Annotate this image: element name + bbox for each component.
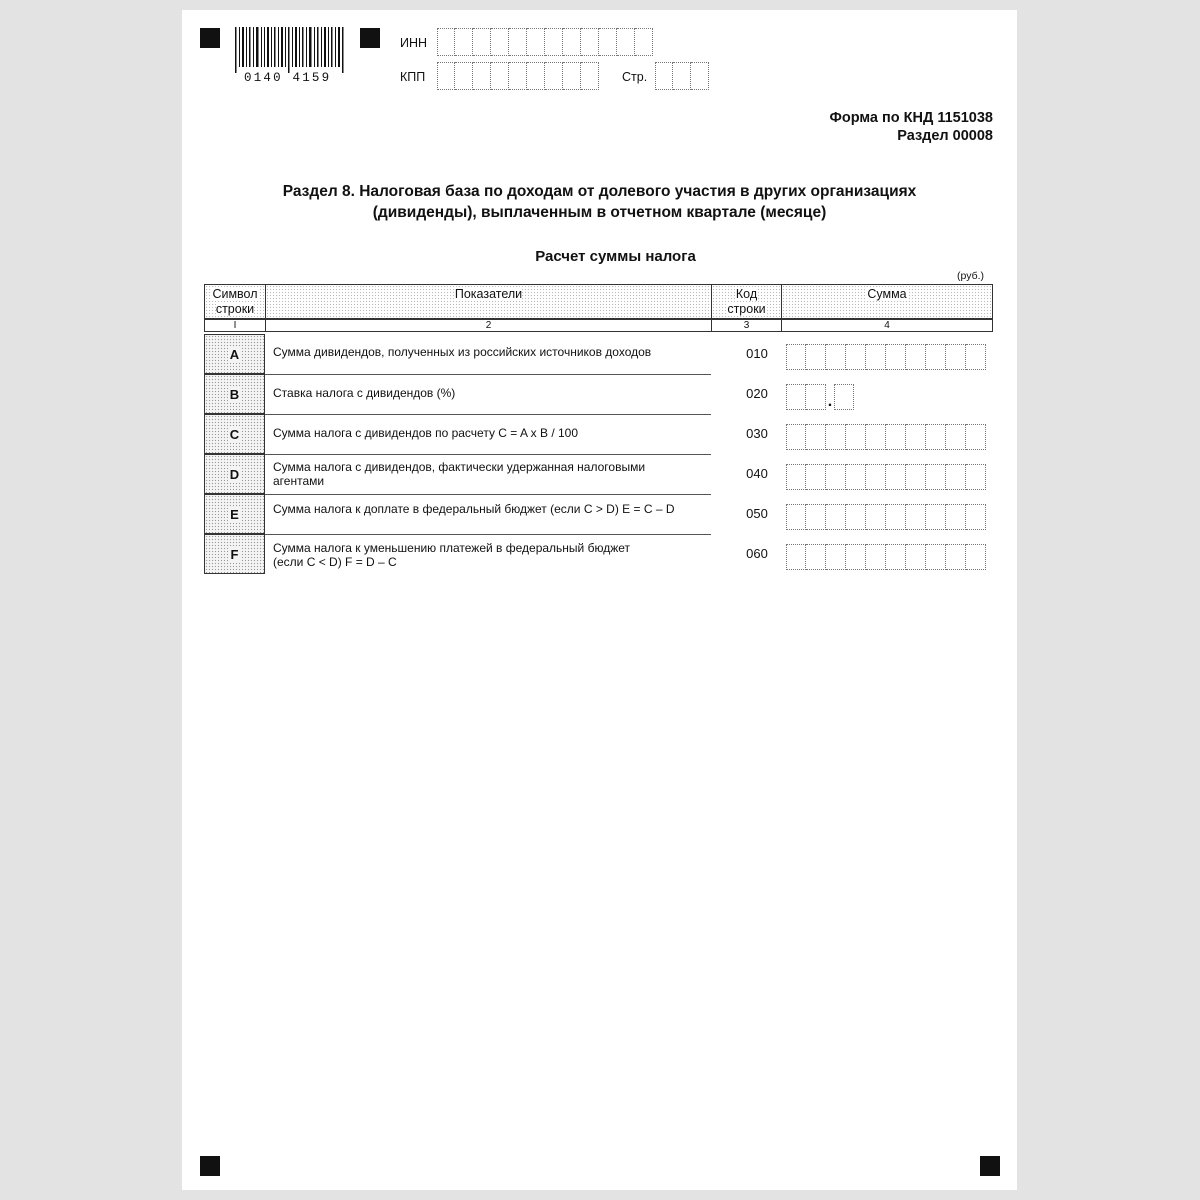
table-row-d: [204, 454, 993, 494]
section-title-line1: Раздел 8. Налоговая база по доходам от долевого участия в других организациях: [282, 183, 917, 200]
column-number-4: 4: [781, 319, 993, 332]
currency-units: (руб.): [957, 270, 985, 282]
row-code: 020: [746, 386, 768, 401]
header-code: Код строки: [711, 284, 782, 319]
corner-marker-bottom-left: [200, 1156, 220, 1176]
row-sum-cells[interactable]: [786, 544, 986, 570]
page-number-cells[interactable]: [655, 62, 709, 90]
barcode-number: 0140 4159: [244, 71, 332, 85]
row-symbol: F: [204, 534, 265, 574]
form-page: [182, 10, 1017, 1190]
header-indicators: Показатели: [265, 284, 712, 319]
row-code: 060: [746, 546, 768, 561]
row-sum-cells[interactable]: [786, 504, 986, 530]
row-symbol: A: [204, 334, 265, 374]
row-indicator: Сумма налога с дивидендов по расчету C = A x B / 100: [273, 426, 579, 440]
row-indicator: Сумма налога к уменьшению платежей в федеральный бюджет (если C < D) F = D – C: [273, 541, 631, 569]
rate-decimal-separator: .: [827, 393, 833, 410]
row-indicator: Сумма дивидендов, полученных из российских источников доходов: [273, 345, 652, 359]
row-code: 050: [746, 506, 768, 521]
rate-input-cells[interactable]: [786, 384, 854, 410]
table-row-a: [204, 334, 993, 374]
row-code: 040: [746, 466, 768, 481]
table-header: [204, 284, 993, 334]
header-sum: Сумма: [781, 284, 993, 319]
calculation-subtitle: Расчет суммы налога: [535, 248, 696, 265]
row-symbol: D: [204, 454, 265, 494]
row-indicator: Сумма налога к доплате в федеральный бюджет (если C > D) E = C – D: [273, 502, 675, 516]
row-indicator: Ставка налога с дивидендов (%): [273, 386, 456, 400]
barcode-graphic: [235, 27, 345, 73]
corner-marker-top-left: [200, 28, 220, 48]
corner-marker-top-right: [360, 28, 380, 48]
section-title-line2: (дивиденды), выплаченным в отчетном квартале (месяце): [372, 204, 827, 221]
row-symbol: B: [204, 374, 265, 414]
header-symbol: Символ строки: [204, 284, 266, 319]
kpp-label: КПП: [400, 70, 426, 84]
table-row-c: [204, 414, 993, 454]
row-sum-cells[interactable]: [786, 424, 986, 450]
column-number-2: 2: [265, 319, 712, 332]
kpp-input-cells[interactable]: [437, 62, 599, 90]
inn-input-cells[interactable]: [437, 28, 653, 56]
inn-label: ИНН: [400, 36, 428, 50]
row-sum-cells[interactable]: [786, 464, 986, 490]
row-code: 010: [746, 346, 768, 361]
column-number-3: 3: [711, 319, 782, 332]
table-row-e: [204, 494, 993, 534]
corner-marker-bottom-right: [980, 1156, 1000, 1176]
row-symbol: E: [204, 494, 265, 534]
row-symbol: C: [204, 414, 265, 454]
section-code: Раздел 00008: [897, 128, 993, 144]
table-row-b: [204, 374, 993, 414]
table-row-f: [204, 534, 993, 574]
form-code: Форма по КНД 1151038: [829, 110, 993, 126]
row-code: 030: [746, 426, 768, 441]
section-title: [182, 181, 1017, 223]
row-indicator: Сумма налога с дивидендов, фактически удержанная налоговыми агентами: [273, 460, 646, 488]
page-number-label: Стр.: [622, 70, 648, 84]
form-identifier: [829, 109, 993, 145]
row-sum-cells[interactable]: [786, 344, 986, 370]
column-number-1: I: [204, 319, 266, 332]
